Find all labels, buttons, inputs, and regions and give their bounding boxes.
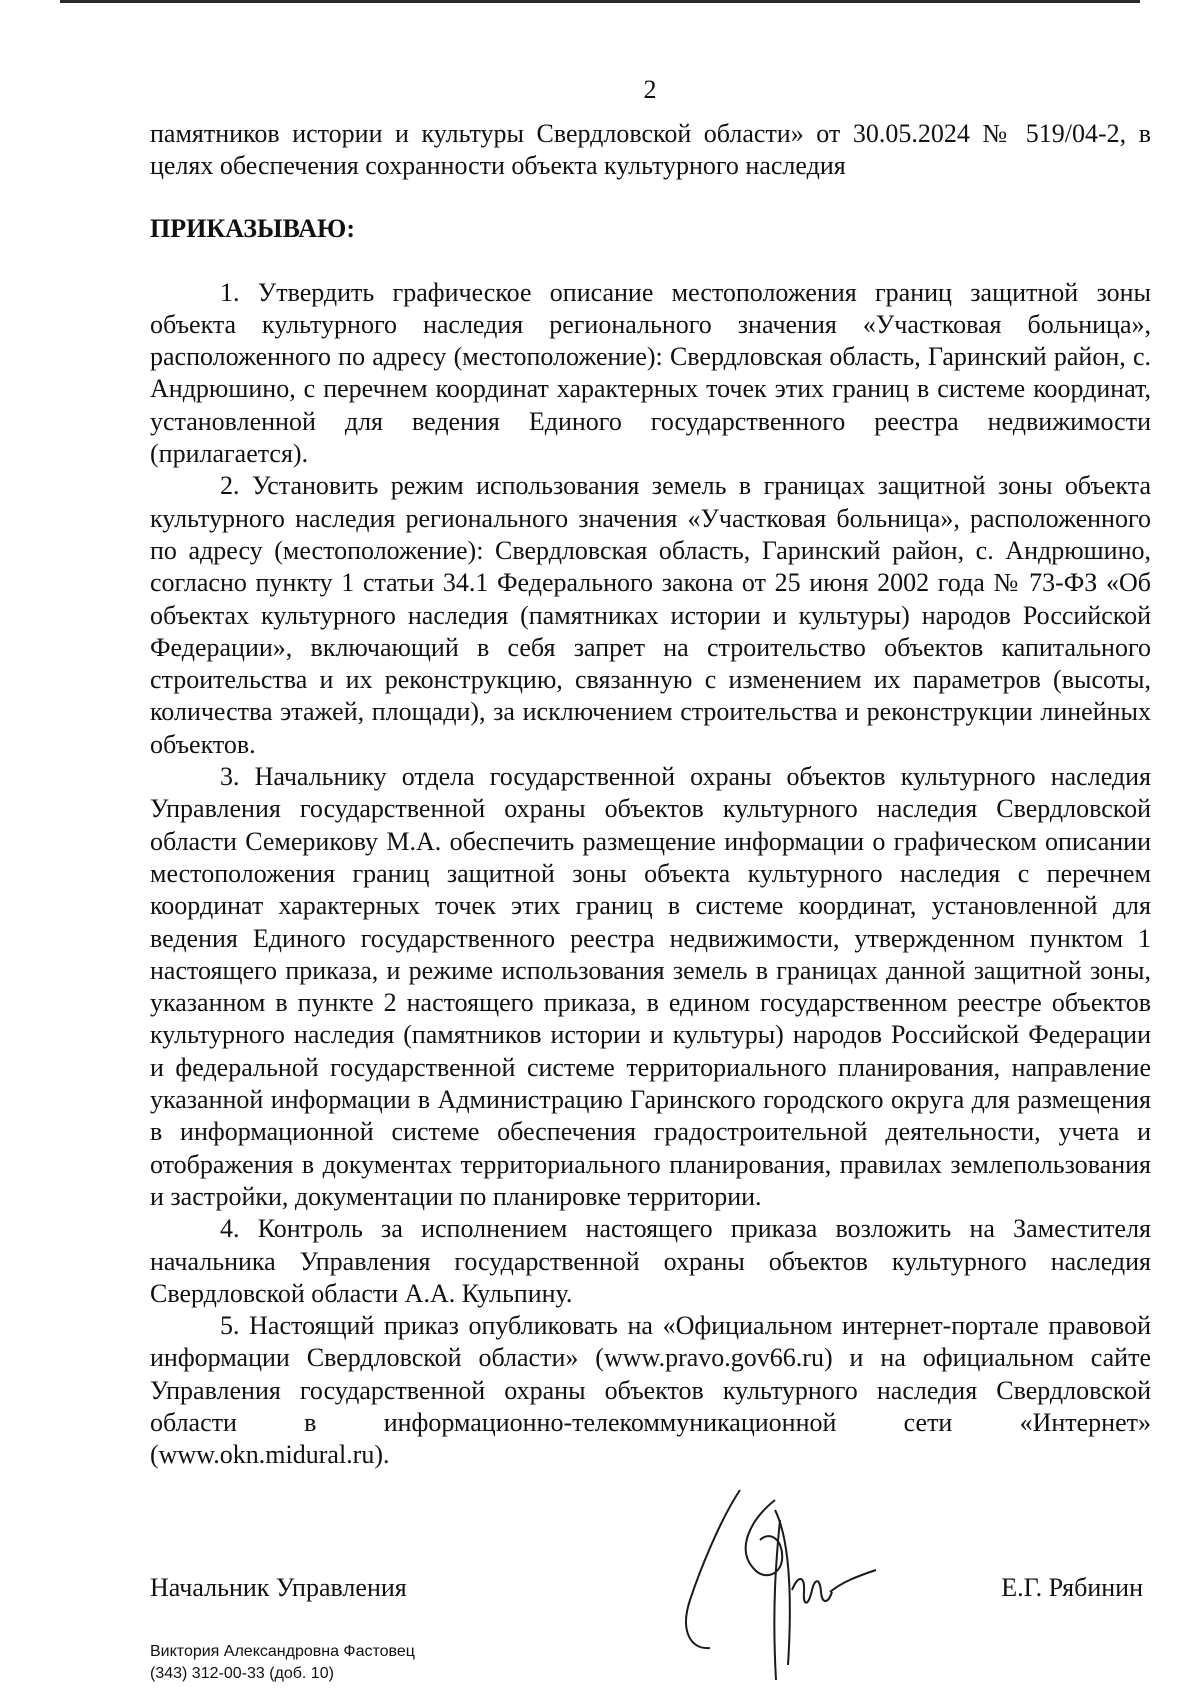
order-item-1: 1. Утвердить графическое описание местоположения границ защитной зоны объекта культурного наследия регионального значения «Участковая больница», расположенного по адресу (местоположение): Свердловская область, Гаринский район, с. Андрюшино, с перечнем координат характерных точек этих границ в системе координат, установленной для ведения Единого государственного реестра недвижимости (прилагается). (150, 277, 1151, 469)
scan-top-edge (60, 0, 1140, 3)
signatory-position: Начальник Управления (150, 1573, 407, 1602)
order-item-5: 5. Настоящий приказ опубликовать на «Официальном интернет-портале правовой информации Свердловской области» (www.pravo.gov66.ru) и на официальном сайте Управления государственной охраны объектов культурного наследия Свердловской области в информационно-телекоммуникационной сети «Интернет» (www.okn.midural.ru). (150, 1311, 1151, 1470)
order-item-3: 3. Начальнику отдела государственной охраны объектов культурного наследия Управления государственной охраны объектов культурного наследия Свердловской области Семерикову М.А. обеспечить размещение информации о графическом описании местоположения границ защитной зоны объекта культурного наследия с перечнем координат характерных точек этих границ в системе координат, установленной для ведения Единого государственного реестра недвижимости, утвержденном пунктом 1 настоящего приказа, и режиме использования земель в границах данной защитной зоны, указанном в пункте 2 настоящего приказа, в едином государственном реестре объектов культурного наследия (памятников истории и культуры) народов Российской Федерации и федеральной государственной системе территориального планирования, направление указанной информации в Администрацию Гаринского городского округа для размещения в информационной системе обеспечения градостроительной деятельности, учета и отображения в документах территориального планирования, правилах землепользования и застройки, документации по планировке территории. (150, 762, 1151, 1211)
order-item-2: 2. Установить режим использования земель в границах защитной зоны объекта культурного наследия регионального значения «Участковая больница», расположенного по адресу (местоположение): Свердловская область, Гаринский район, с. Андрюшино, согласно пункту 1 статьи 34.1 Федерального закона от 25 июня 2002 года № 73-ФЗ «Об объектах культурного наследия (памятниках истории и культуры) народов Российской Федерации», включающий в себя запрет на строительство объектов капитального строительства и их реконструкцию, связанную с изменением их параметров (высоты, количества этажей, площади), за исключением строительства и реконструкции линейных объектов. (150, 471, 1151, 759)
page-number: 2 (643, 75, 657, 104)
executor-phone: (343) 312-00-33 (доб. 10) (150, 1665, 334, 1682)
signatory-name: Е.Г. Рябинин (1001, 1573, 1143, 1602)
order-heading: ПРИКАЗЫВАЮ: (150, 213, 355, 243)
executor-name: Виктория Александровна Фастовец (150, 1643, 415, 1660)
executor-info (150, 1641, 415, 1685)
intro-paragraph: памятников истории и культуры Свердловской области» от 30.05.2024 № 519/04-2, в целях обеспечения сохранности объекта культурного наследия (150, 119, 1151, 181)
signature-block (150, 1572, 1151, 1612)
document-body (150, 118, 1151, 1472)
order-item-4: 4. Контроль за исполнением настоящего приказа возложить на Заместителя начальника Управления государственной охраны объектов культурного наследия Свердловской области А.А. Кульпину. (150, 1214, 1151, 1308)
